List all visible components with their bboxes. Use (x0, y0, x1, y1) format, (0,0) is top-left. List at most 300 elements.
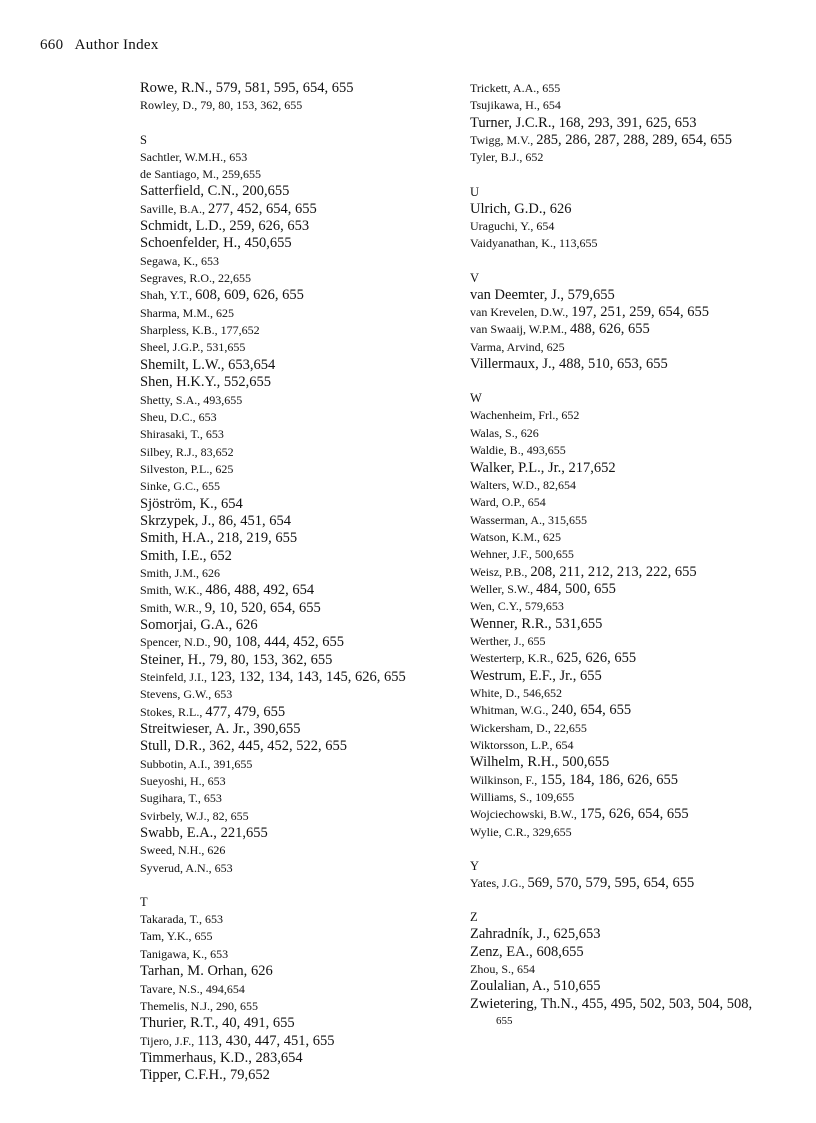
page-refs: 390,655 (253, 721, 301, 738)
index-entry (470, 806, 800, 823)
author-name: Svirbely, W.J., (140, 808, 210, 823)
index-entry (140, 183, 460, 200)
author-name: Stokes, R.L., (140, 704, 203, 719)
author-name: Silbey, R.J., (140, 444, 198, 459)
index-entry (470, 824, 800, 841)
index-entry (140, 496, 460, 513)
page-refs: 655 (202, 479, 221, 494)
index-entry (140, 946, 460, 963)
page-refs: 652 (210, 547, 232, 564)
author-name: Westerterp, K.R., (470, 651, 554, 666)
index-entry (140, 860, 460, 877)
index-entry (470, 477, 800, 494)
author-name: Syverud, A.N., (140, 860, 212, 875)
page-refs: 654 (220, 495, 243, 512)
page-refs: 484, 500, 655 (536, 580, 616, 597)
author-name: Sweed, N.H., (140, 843, 205, 858)
author-name: Steiner, H., (140, 651, 206, 668)
index-entry (140, 218, 460, 235)
index-entry (470, 235, 800, 252)
page-refs: 22,655 (218, 271, 251, 286)
index-entry (140, 201, 460, 218)
page-refs: 109,655 (535, 790, 575, 805)
index-entry (470, 961, 800, 978)
page-refs: 654 (542, 98, 561, 113)
page-refs: 240, 654, 655 (551, 702, 632, 719)
page-refs: 493,655 (203, 392, 243, 407)
page-refs: 531,655 (206, 340, 246, 355)
index-entry (470, 978, 800, 995)
index-entry (470, 668, 800, 685)
page-refs: 655 (580, 667, 602, 684)
index-entry (470, 149, 800, 166)
page-refs: 285, 286, 287, 288, 289, 654, 655 (536, 132, 733, 149)
author-name: Wilkinson, F., (470, 772, 538, 787)
author-name: Weller, S.W., (470, 581, 534, 596)
author-name: Wojciechowski, B.W., (470, 807, 577, 822)
author-name: Sugihara, T., (140, 791, 201, 806)
author-name: Shetty, S.A., (140, 392, 201, 407)
author-name: Wiktorsson, L.P., (470, 738, 553, 752)
author-name: Ulrich, G.D., (470, 200, 547, 217)
author-name: Segraves, R.O., (140, 271, 215, 286)
section-letter: Y (470, 859, 480, 874)
author-name: Zhou, S., (470, 962, 515, 977)
index-entry (140, 1050, 460, 1067)
page-title: Author Index (74, 37, 159, 53)
page-refs: 200,655 (242, 183, 290, 200)
author-name: Sachtler, W.M.H., (140, 149, 227, 164)
author-name: White, D., (470, 685, 520, 700)
page-refs: 655 (194, 929, 213, 944)
page-refs: 654 (536, 219, 555, 234)
author-name: Walas, S., (470, 425, 518, 440)
index-entry (470, 616, 800, 633)
author-name: Steinfeld, J.I., (140, 670, 207, 684)
index-entry (140, 652, 460, 669)
author-name: Watson, K.M., (470, 529, 541, 544)
index-entry (470, 737, 800, 754)
index-entry (140, 790, 460, 807)
page-refs: 123, 132, 134, 143, 145, 626, 655 (210, 669, 406, 685)
page-refs: 579, 581, 595, 654, 655 (215, 80, 354, 96)
index-entry (140, 634, 460, 651)
index-entry (140, 686, 460, 703)
index-entry (140, 253, 460, 270)
author-name: Walker, P.L., Jr., (470, 459, 565, 476)
author-name: Zahradník, J., (470, 926, 550, 943)
page-refs: 500,655 (562, 754, 610, 771)
author-name: Tyler, B.J., (470, 150, 523, 165)
page-refs-continued: 655 (496, 1015, 513, 1028)
index-entry (470, 581, 800, 598)
index-entry (140, 963, 460, 980)
index-entry (470, 650, 800, 667)
author-name: Stull, D.R., (140, 738, 206, 755)
index-entry (140, 444, 460, 461)
page-refs: 625 (216, 305, 234, 320)
page-refs: 79, 80, 153, 362, 655 (209, 651, 333, 668)
left-column (140, 80, 460, 1085)
index-entry (470, 339, 800, 356)
page-refs: 626 (235, 616, 258, 633)
page-refs: 493,655 (526, 443, 566, 458)
author-name: Sinke, G.C., (140, 479, 200, 494)
page-refs: 655 (542, 81, 561, 95)
index-entry (140, 305, 460, 322)
page-refs: 626 (250, 963, 273, 980)
author-name: Tsujikawa, H., (470, 98, 540, 113)
index-entry (140, 825, 460, 842)
page-refs: 90, 108, 444, 452, 655 (213, 634, 344, 651)
author-name: Streitwieser, A. Jr., (140, 721, 250, 738)
page-refs: 259, 626, 653 (229, 218, 310, 235)
index-entry (140, 1033, 460, 1050)
index-entry (140, 461, 460, 478)
page-refs: 486, 488, 492, 654 (205, 582, 315, 599)
author-name: Schmidt, L.D., (140, 218, 226, 235)
author-name: Timmerhaus, K.D., (140, 1049, 252, 1066)
page-refs: 626 (207, 843, 226, 858)
index-entry (140, 617, 460, 634)
page-refs: 477, 479, 655 (205, 703, 286, 720)
author-name: Stevens, G.W., (140, 687, 212, 702)
author-name: Vaidyanathan, K., (470, 236, 556, 251)
page-refs: 579,653 (524, 599, 564, 614)
author-name: Westrum, E.F., Jr., (470, 667, 577, 684)
author-name: Spencer, N.D., (140, 635, 211, 650)
author-name: Tavare, N.S., (140, 981, 203, 996)
author-name: Tanigawa, K., (140, 946, 208, 961)
page-header (40, 37, 159, 54)
page-refs: 626 (549, 200, 572, 217)
page-refs: 488, 626, 655 (570, 321, 650, 338)
author-name: Satterfield, C.N., (140, 183, 239, 200)
author-name: Uraguchi, Y., (470, 219, 534, 234)
index-entry (140, 357, 460, 374)
page-refs: 625,653 (553, 926, 601, 943)
page-refs: 391,655 (213, 756, 253, 771)
page-refs: 290, 655 (216, 998, 258, 1013)
index-entry (140, 409, 460, 426)
index-entry (140, 911, 460, 928)
index-entry (140, 842, 460, 859)
page-refs: 315,655 (548, 512, 588, 527)
author-name: Wilhelm, R.H., (470, 754, 559, 771)
page-refs: 455, 495, 502, 503, 504, 508, (581, 995, 753, 1012)
page-refs: 653 (214, 687, 233, 702)
author-name: van Krevelen, D.W., (470, 305, 569, 320)
author-name: Segawa, K., (140, 253, 198, 268)
author-name: Smith, H.A., (140, 530, 214, 547)
index-entry (470, 494, 800, 511)
author-name: de Santiago, M., (140, 167, 219, 182)
page-refs: 626 (520, 425, 539, 440)
index-entry (140, 998, 460, 1015)
page-refs: 362, 445, 452, 522, 655 (209, 738, 348, 755)
index-entry (140, 322, 460, 339)
index-entry (140, 808, 460, 825)
index-entry (470, 996, 800, 1029)
index-entry (470, 304, 800, 321)
page-refs: 653 (203, 791, 222, 806)
index-entry (470, 287, 800, 304)
author-name: Smith, W.R., (140, 600, 202, 615)
page-refs: 625 (215, 461, 234, 476)
index-entry (140, 166, 460, 183)
author-name: Sharma, M.M., (140, 305, 213, 320)
index-entry (470, 598, 800, 615)
author-name: Zoulalian, A., (470, 978, 550, 995)
author-name: Wylie, C.R., (470, 824, 530, 839)
index-entry (140, 339, 460, 356)
index-entry (470, 512, 800, 529)
author-name: Somorjai, G.A., (140, 616, 233, 633)
page-refs: 510,655 (553, 978, 601, 995)
index-entry (470, 875, 800, 892)
index-entry (140, 374, 460, 391)
author-name: Shen, H.K.Y., (140, 374, 221, 391)
page-refs: 653 (205, 912, 224, 927)
index-entry (140, 565, 460, 582)
index-entry (140, 582, 460, 599)
index-entry (470, 926, 800, 943)
index-entry (470, 789, 800, 806)
page-refs: 155, 184, 186, 626, 655 (540, 771, 678, 788)
page-refs: 494,654 (205, 981, 245, 996)
page-refs: 653 (205, 427, 224, 442)
page-refs: 579,655 (567, 286, 615, 303)
page-refs: 40, 491, 655 (222, 1015, 295, 1032)
index-entry (470, 132, 800, 149)
index-entry (470, 772, 800, 789)
page-refs: 625 (543, 529, 562, 544)
page-refs: 221,655 (220, 825, 268, 842)
author-name: Schoenfelder, H., (140, 235, 241, 252)
index-entry (470, 633, 800, 650)
index-entry (140, 981, 460, 998)
page-refs: 531,655 (555, 615, 603, 632)
page-refs: 653 (200, 253, 219, 268)
page-refs: 654 (527, 495, 546, 510)
page-refs: 653 (229, 149, 248, 164)
author-name: Smith, W.K., (140, 583, 203, 598)
page-refs: 168, 293, 391, 625, 653 (558, 114, 697, 131)
index-entry (470, 754, 800, 771)
index-entry (470, 685, 800, 702)
page-refs: 450,655 (244, 235, 292, 252)
index-entry (140, 600, 460, 617)
index-entry (140, 270, 460, 287)
author-name: Ward, O.P., (470, 495, 525, 510)
author-name: Skrzypek, J., (140, 512, 215, 529)
page-refs: 653 (210, 946, 229, 961)
index-entry (470, 564, 800, 581)
author-name: Sheu, D.C., (140, 409, 196, 424)
index-entry (140, 669, 460, 686)
page-refs: 652 (525, 150, 544, 165)
index-entry (470, 720, 800, 737)
author-name: Tipper, C.F.H., (140, 1067, 227, 1084)
index-entry (140, 149, 460, 166)
author-name: Zwietering, Th.N., (470, 995, 579, 1012)
index-entry (470, 702, 800, 719)
page-refs: 86, 451, 654 (218, 512, 292, 529)
author-name: Silveston, P.L., (140, 461, 213, 476)
page-refs: 546,652 (523, 685, 562, 700)
author-name: Wasserman, A., (470, 512, 546, 527)
author-name: Zenz, EA., (470, 943, 533, 960)
author-name: Smith, I.E., (140, 547, 207, 564)
index-entry (470, 97, 800, 114)
author-name: Wen, C.Y., (470, 599, 522, 614)
index-entry (140, 1015, 460, 1032)
page-refs: 552,655 (223, 374, 272, 391)
page-refs: 283,654 (255, 1049, 303, 1066)
index-entry (140, 478, 460, 495)
author-name: Smith, J.M., (140, 565, 200, 580)
index-entry (140, 548, 460, 565)
index-entry (470, 944, 800, 961)
index-entry (140, 80, 460, 97)
page-refs: 654 (555, 738, 574, 752)
page-refs: 82, 655 (212, 808, 249, 823)
author-name: Shirasaki, T., (140, 427, 203, 442)
author-name: Villermaux, J., (470, 356, 556, 373)
author-name: Trickett, A.A., (470, 81, 540, 95)
page-refs: 569, 570, 579, 595, 654, 655 (527, 875, 695, 892)
index-entry (140, 756, 460, 773)
author-name: Shah, Y.T., (140, 288, 193, 303)
author-name: Shemilt, L.W., (140, 356, 225, 373)
page-refs: 653 (198, 409, 217, 424)
index-entry (470, 442, 800, 459)
index-entry (470, 218, 800, 235)
page-refs: 625, 626, 655 (556, 650, 637, 667)
index-entry (470, 546, 800, 563)
author-name: Wickersham, D., (470, 720, 551, 735)
page-refs: 9, 10, 520, 654, 655 (204, 599, 321, 616)
page-refs: 113, 430, 447, 451, 655 (197, 1032, 335, 1049)
index-entry (140, 235, 460, 252)
index-entry (140, 392, 460, 409)
index-entry (140, 426, 460, 443)
author-name: Rowley, D., (140, 98, 198, 113)
index-entry (470, 80, 800, 97)
index-entry (140, 1067, 460, 1084)
author-name: Saville, B.A., (140, 201, 205, 216)
author-name: Takarada, T., (140, 912, 203, 927)
index-entry (140, 928, 460, 945)
index-entry (140, 721, 460, 738)
author-name: Tam, Y.K., (140, 929, 192, 944)
index-entry (140, 738, 460, 755)
page-refs: 653 (207, 774, 226, 789)
author-name: van Deemter, J., (470, 286, 565, 303)
index-entry (470, 407, 800, 424)
index-entry (470, 356, 800, 373)
page-refs: 655 (527, 633, 546, 648)
author-name: Themelis, N.J., (140, 998, 213, 1013)
author-name: Twigg, M.V., (470, 133, 534, 148)
page-refs: 653,654 (228, 356, 276, 373)
page-refs: 608,655 (536, 943, 584, 960)
author-name: Sharpless, K.B., (140, 323, 218, 338)
author-name: Werther, J., (470, 633, 525, 648)
index-entry (470, 425, 800, 442)
author-name: Wenner, R.R., (470, 615, 552, 632)
author-name: Sheel, J.G.P., (140, 340, 204, 355)
page-refs: 329,655 (532, 824, 572, 839)
index-entry (470, 321, 800, 338)
author-name: Turner, J.C.R., (470, 114, 556, 131)
index-entry (470, 529, 800, 546)
page-refs: 259,655 (222, 167, 261, 182)
author-name: Thurier, R.T., (140, 1015, 219, 1032)
author-name: van Swaaij, W.P.M., (470, 322, 568, 337)
index-entry (140, 704, 460, 721)
page-refs: 175, 626, 654, 655 (579, 806, 689, 823)
page-refs: 652 (561, 408, 580, 423)
page-refs: 83,652 (200, 444, 234, 459)
page-refs: 217,652 (568, 459, 616, 476)
index-entry (470, 115, 800, 132)
index-entry (140, 97, 460, 114)
page-number: 660 (40, 37, 64, 53)
page-refs: 82,654 (543, 477, 577, 492)
page-refs: 277, 452, 654, 655 (208, 200, 317, 217)
section-letter: W (470, 391, 482, 406)
page-refs: 79, 80, 153, 362, 655 (200, 98, 303, 113)
author-name: Wehner, J.F., (470, 547, 532, 562)
page-refs: 22,655 (553, 720, 587, 735)
author-name: Williams, S., (470, 790, 533, 805)
page-refs: 208, 211, 212, 213, 222, 655 (530, 563, 697, 580)
page-refs: 654 (517, 962, 536, 977)
page-refs: 488, 510, 653, 655 (558, 356, 668, 373)
author-name: Walters, W.D., (470, 477, 541, 492)
page-refs: 608, 609, 626, 655 (195, 287, 304, 304)
page-refs: 625 (546, 339, 565, 354)
page-refs: 500,655 (534, 547, 574, 562)
page-refs: 79,652 (229, 1067, 270, 1084)
index-entry (140, 513, 460, 530)
author-name: Yates, J.G., (470, 876, 525, 891)
author-name: Waldie, B., (470, 443, 524, 458)
page-refs: 653 (214, 860, 233, 875)
index-entry (140, 287, 460, 304)
author-name: Subbotin, A.I., (140, 756, 211, 771)
author-name: Tijero, J.F., (140, 1033, 195, 1048)
author-name: Sueyoshi, H., (140, 774, 205, 789)
page-refs: 626 (202, 565, 221, 580)
page-refs: 197, 251, 259, 654, 655 (571, 304, 709, 321)
author-name: Sjöström, K., (140, 495, 218, 512)
section-letter: S (140, 132, 147, 147)
index-entry (140, 773, 460, 790)
section-letter: U (470, 184, 480, 199)
author-name: Tarhan, M. Orhan, (140, 963, 248, 980)
author-name: Swabb, E.A., (140, 825, 217, 842)
author-name: Weisz, P.B., (470, 564, 528, 579)
author-name: Whitman, W.G., (470, 703, 549, 718)
section-letter: T (140, 895, 148, 910)
index-entry (470, 460, 800, 477)
index-entry (470, 201, 800, 218)
right-column (470, 80, 800, 1029)
page-refs: 177,652 (220, 323, 260, 338)
section-letter: V (470, 270, 480, 285)
